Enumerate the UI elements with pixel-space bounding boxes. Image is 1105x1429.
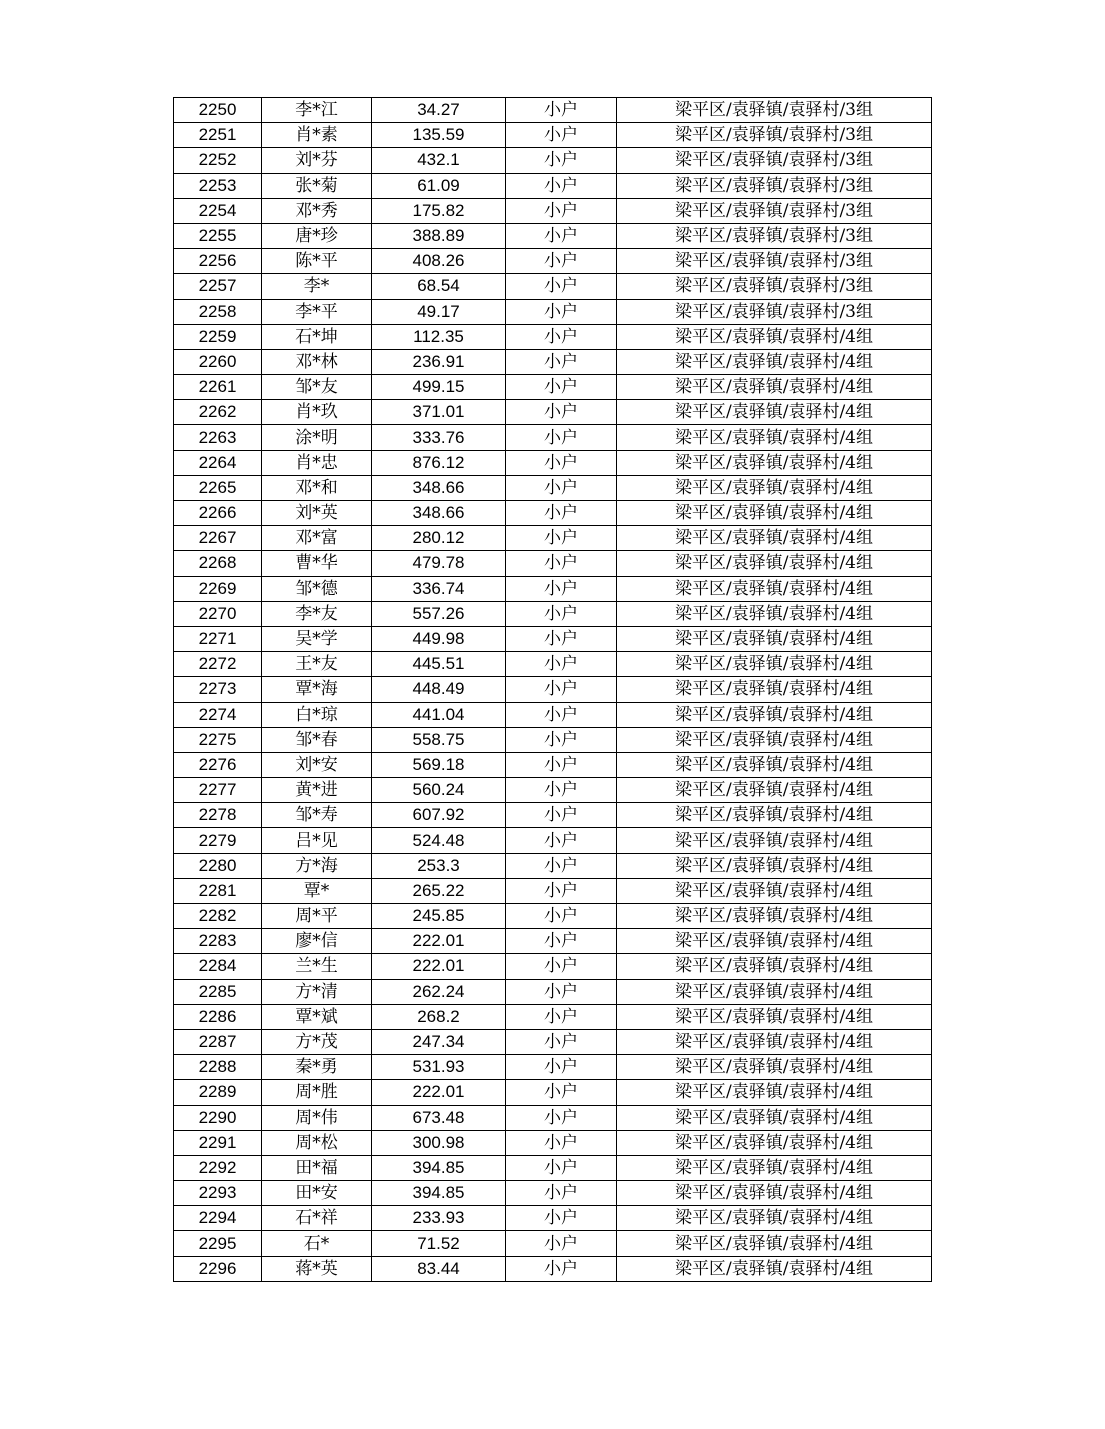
- household-type-cell: 小户: [506, 803, 617, 828]
- location-cell: 梁平区/袁驿镇/袁驿村/4组: [617, 400, 932, 425]
- holder-name-cell: 肖*忠: [262, 450, 372, 475]
- household-type-cell: 小户: [506, 828, 617, 853]
- location-cell: 梁平区/袁驿镇/袁驿村/4组: [617, 551, 932, 576]
- area-cell: 371.01: [372, 400, 506, 425]
- row-id-cell: 2269: [174, 576, 262, 601]
- household-type-cell: 小户: [506, 324, 617, 349]
- table-row: [174, 677, 932, 702]
- household-type-cell: 小户: [506, 1080, 617, 1105]
- table-row: [174, 98, 932, 123]
- table-row: [174, 778, 932, 803]
- table-row: [174, 576, 932, 601]
- holder-name-cell: 兰*生: [262, 954, 372, 979]
- table-row: [174, 249, 932, 274]
- location-cell: 梁平区/袁驿镇/袁驿村/4组: [617, 1029, 932, 1054]
- table-row: [174, 551, 932, 576]
- household-type-cell: 小户: [506, 173, 617, 198]
- location-cell: 梁平区/袁驿镇/袁驿村/4组: [617, 576, 932, 601]
- table-row: [174, 702, 932, 727]
- area-cell: 388.89: [372, 223, 506, 248]
- household-type-cell: 小户: [506, 576, 617, 601]
- holder-name-cell: 曹*华: [262, 551, 372, 576]
- area-cell: 607.92: [372, 803, 506, 828]
- holder-name-cell: 田*福: [262, 1155, 372, 1180]
- location-cell: 梁平区/袁驿镇/袁驿村/4组: [617, 626, 932, 651]
- household-type-cell: 小户: [506, 123, 617, 148]
- holder-name-cell: 周*胜: [262, 1080, 372, 1105]
- row-id-cell: 2295: [174, 1231, 262, 1256]
- row-id-cell: 2276: [174, 752, 262, 777]
- table-row: [174, 853, 932, 878]
- table-row: [174, 1206, 932, 1231]
- household-type-cell: 小户: [506, 1231, 617, 1256]
- area-cell: 448.49: [372, 677, 506, 702]
- household-type-cell: 小户: [506, 1130, 617, 1155]
- area-cell: 112.35: [372, 324, 506, 349]
- household-type-cell: 小户: [506, 551, 617, 576]
- row-id-cell: 2252: [174, 148, 262, 173]
- household-type-cell: 小户: [506, 702, 617, 727]
- holder-name-cell: 秦*勇: [262, 1055, 372, 1080]
- table-row: [174, 299, 932, 324]
- location-cell: 梁平区/袁驿镇/袁驿村/3组: [617, 274, 932, 299]
- area-cell: 34.27: [372, 98, 506, 123]
- holder-name-cell: 周*伟: [262, 1105, 372, 1130]
- table-row: [174, 475, 932, 500]
- area-cell: 499.15: [372, 375, 506, 400]
- location-cell: 梁平区/袁驿镇/袁驿村/4组: [617, 425, 932, 450]
- row-id-cell: 2260: [174, 349, 262, 374]
- location-cell: 梁平区/袁驿镇/袁驿村/4组: [617, 979, 932, 1004]
- household-type-cell: 小户: [506, 400, 617, 425]
- area-cell: 233.93: [372, 1206, 506, 1231]
- holder-name-cell: 陈*平: [262, 249, 372, 274]
- location-cell: 梁平区/袁驿镇/袁驿村/4组: [617, 1130, 932, 1155]
- table-row: [174, 1130, 932, 1155]
- row-id-cell: 2254: [174, 198, 262, 223]
- area-cell: 262.24: [372, 979, 506, 1004]
- household-type-cell: 小户: [506, 526, 617, 551]
- location-cell: 梁平区/袁驿镇/袁驿村/4组: [617, 652, 932, 677]
- table-row: [174, 526, 932, 551]
- household-type-cell: 小户: [506, 1181, 617, 1206]
- area-cell: 268.2: [372, 1004, 506, 1029]
- row-id-cell: 2266: [174, 501, 262, 526]
- area-cell: 394.85: [372, 1181, 506, 1206]
- table-row: [174, 349, 932, 374]
- area-cell: 558.75: [372, 727, 506, 752]
- area-cell: 83.44: [372, 1256, 506, 1281]
- row-id-cell: 2280: [174, 853, 262, 878]
- row-id-cell: 2261: [174, 375, 262, 400]
- holder-name-cell: 周*平: [262, 904, 372, 929]
- household-type-cell: 小户: [506, 677, 617, 702]
- row-id-cell: 2291: [174, 1130, 262, 1155]
- table-row: [174, 400, 932, 425]
- holder-name-cell: 李*友: [262, 601, 372, 626]
- location-cell: 梁平区/袁驿镇/袁驿村/4组: [617, 954, 932, 979]
- holder-name-cell: 邓*和: [262, 475, 372, 500]
- location-cell: 梁平区/袁驿镇/袁驿村/4组: [617, 853, 932, 878]
- table-row: [174, 450, 932, 475]
- table-row: [174, 652, 932, 677]
- holder-name-cell: 覃*海: [262, 677, 372, 702]
- row-id-cell: 2284: [174, 954, 262, 979]
- row-id-cell: 2296: [174, 1256, 262, 1281]
- location-cell: 梁平区/袁驿镇/袁驿村/4组: [617, 1206, 932, 1231]
- row-id-cell: 2270: [174, 601, 262, 626]
- location-cell: 梁平区/袁驿镇/袁驿村/4组: [617, 1080, 932, 1105]
- table-row: [174, 1029, 932, 1054]
- row-id-cell: 2256: [174, 249, 262, 274]
- household-type-cell: 小户: [506, 249, 617, 274]
- location-cell: 梁平区/袁驿镇/袁驿村/4组: [617, 929, 932, 954]
- area-cell: 673.48: [372, 1105, 506, 1130]
- area-cell: 245.85: [372, 904, 506, 929]
- location-cell: 梁平区/袁驿镇/袁驿村/3组: [617, 98, 932, 123]
- holder-name-cell: 方*海: [262, 853, 372, 878]
- table-row: [174, 223, 932, 248]
- location-cell: 梁平区/袁驿镇/袁驿村/4组: [617, 601, 932, 626]
- area-cell: 348.66: [372, 475, 506, 500]
- area-cell: 432.1: [372, 148, 506, 173]
- area-cell: 479.78: [372, 551, 506, 576]
- household-type-cell: 小户: [506, 1206, 617, 1231]
- location-cell: 梁平区/袁驿镇/袁驿村/4组: [617, 904, 932, 929]
- household-type-cell: 小户: [506, 878, 617, 903]
- area-cell: 560.24: [372, 778, 506, 803]
- location-cell: 梁平区/袁驿镇/袁驿村/4组: [617, 375, 932, 400]
- household-type-cell: 小户: [506, 349, 617, 374]
- holder-name-cell: 李*江: [262, 98, 372, 123]
- household-type-cell: 小户: [506, 148, 617, 173]
- table-row: [174, 501, 932, 526]
- area-cell: 253.3: [372, 853, 506, 878]
- area-cell: 135.59: [372, 123, 506, 148]
- household-type-cell: 小户: [506, 223, 617, 248]
- row-id-cell: 2281: [174, 878, 262, 903]
- holder-name-cell: 石*坤: [262, 324, 372, 349]
- location-cell: 梁平区/袁驿镇/袁驿村/3组: [617, 198, 932, 223]
- household-type-cell: 小户: [506, 778, 617, 803]
- row-id-cell: 2255: [174, 223, 262, 248]
- household-type-cell: 小户: [506, 1029, 617, 1054]
- area-cell: 49.17: [372, 299, 506, 324]
- roster-table: [173, 97, 932, 1282]
- holder-name-cell: 吕*见: [262, 828, 372, 853]
- table-row: [174, 425, 932, 450]
- row-id-cell: 2263: [174, 425, 262, 450]
- area-cell: 68.54: [372, 274, 506, 299]
- area-cell: 222.01: [372, 929, 506, 954]
- holder-name-cell: 邹*春: [262, 727, 372, 752]
- row-id-cell: 2257: [174, 274, 262, 299]
- row-id-cell: 2273: [174, 677, 262, 702]
- location-cell: 梁平区/袁驿镇/袁驿村/3组: [617, 249, 932, 274]
- location-cell: 梁平区/袁驿镇/袁驿村/4组: [617, 1004, 932, 1029]
- table-row: [174, 198, 932, 223]
- table-row: [174, 1256, 932, 1281]
- row-id-cell: 2250: [174, 98, 262, 123]
- table-row: [174, 954, 932, 979]
- household-type-cell: 小户: [506, 375, 617, 400]
- location-cell: 梁平区/袁驿镇/袁驿村/4组: [617, 803, 932, 828]
- household-type-cell: 小户: [506, 425, 617, 450]
- area-cell: 71.52: [372, 1231, 506, 1256]
- row-id-cell: 2265: [174, 475, 262, 500]
- row-id-cell: 2251: [174, 123, 262, 148]
- household-type-cell: 小户: [506, 626, 617, 651]
- area-cell: 336.74: [372, 576, 506, 601]
- area-cell: 524.48: [372, 828, 506, 853]
- holder-name-cell: 方*清: [262, 979, 372, 1004]
- table-row: [174, 929, 932, 954]
- table-row: [174, 1105, 932, 1130]
- table-row: [174, 1004, 932, 1029]
- table-row: [174, 324, 932, 349]
- holder-name-cell: 蒋*英: [262, 1256, 372, 1281]
- holder-name-cell: 唐*珍: [262, 223, 372, 248]
- household-type-cell: 小户: [506, 979, 617, 1004]
- holder-name-cell: 方*茂: [262, 1029, 372, 1054]
- area-cell: 236.91: [372, 349, 506, 374]
- row-id-cell: 2271: [174, 626, 262, 651]
- holder-name-cell: 石*: [262, 1231, 372, 1256]
- table-row: [174, 904, 932, 929]
- location-cell: 梁平区/袁驿镇/袁驿村/4组: [617, 349, 932, 374]
- row-id-cell: 2289: [174, 1080, 262, 1105]
- area-cell: 394.85: [372, 1155, 506, 1180]
- holder-name-cell: 邹*寿: [262, 803, 372, 828]
- location-cell: 梁平区/袁驿镇/袁驿村/4组: [617, 324, 932, 349]
- household-type-cell: 小户: [506, 853, 617, 878]
- holder-name-cell: 田*安: [262, 1181, 372, 1206]
- holder-name-cell: 肖*玖: [262, 400, 372, 425]
- household-type-cell: 小户: [506, 752, 617, 777]
- holder-name-cell: 张*菊: [262, 173, 372, 198]
- holder-name-cell: 石*祥: [262, 1206, 372, 1231]
- table-row: [174, 123, 932, 148]
- holder-name-cell: 吴*学: [262, 626, 372, 651]
- row-id-cell: 2275: [174, 727, 262, 752]
- location-cell: 梁平区/袁驿镇/袁驿村/4组: [617, 878, 932, 903]
- row-id-cell: 2282: [174, 904, 262, 929]
- household-type-cell: 小户: [506, 904, 617, 929]
- location-cell: 梁平区/袁驿镇/袁驿村/4组: [617, 1105, 932, 1130]
- location-cell: 梁平区/袁驿镇/袁驿村/4组: [617, 1155, 932, 1180]
- area-cell: 265.22: [372, 878, 506, 903]
- table-row: [174, 148, 932, 173]
- location-cell: 梁平区/袁驿镇/袁驿村/4组: [617, 778, 932, 803]
- location-cell: 梁平区/袁驿镇/袁驿村/4组: [617, 475, 932, 500]
- household-type-cell: 小户: [506, 1105, 617, 1130]
- row-id-cell: 2279: [174, 828, 262, 853]
- location-cell: 梁平区/袁驿镇/袁驿村/4组: [617, 752, 932, 777]
- row-id-cell: 2277: [174, 778, 262, 803]
- holder-name-cell: 廖*信: [262, 929, 372, 954]
- holder-name-cell: 覃*斌: [262, 1004, 372, 1029]
- table-row: [174, 1155, 932, 1180]
- location-cell: 梁平区/袁驿镇/袁驿村/4组: [617, 1055, 932, 1080]
- household-type-cell: 小户: [506, 450, 617, 475]
- row-id-cell: 2285: [174, 979, 262, 1004]
- area-cell: 222.01: [372, 1080, 506, 1105]
- holder-name-cell: 王*友: [262, 652, 372, 677]
- row-id-cell: 2267: [174, 526, 262, 551]
- area-cell: 569.18: [372, 752, 506, 777]
- area-cell: 408.26: [372, 249, 506, 274]
- holder-name-cell: 李*平: [262, 299, 372, 324]
- table-row: [174, 828, 932, 853]
- location-cell: 梁平区/袁驿镇/袁驿村/4组: [617, 501, 932, 526]
- area-cell: 876.12: [372, 450, 506, 475]
- household-type-cell: 小户: [506, 929, 617, 954]
- row-id-cell: 2253: [174, 173, 262, 198]
- location-cell: 梁平区/袁驿镇/袁驿村/4组: [617, 677, 932, 702]
- holder-name-cell: 刘*英: [262, 501, 372, 526]
- location-cell: 梁平区/袁驿镇/袁驿村/4组: [617, 1256, 932, 1281]
- table-row: [174, 173, 932, 198]
- area-cell: 247.34: [372, 1029, 506, 1054]
- row-id-cell: 2274: [174, 702, 262, 727]
- holder-name-cell: 黄*进: [262, 778, 372, 803]
- area-cell: 300.98: [372, 1130, 506, 1155]
- table-row: [174, 274, 932, 299]
- holder-name-cell: 邓*林: [262, 349, 372, 374]
- table-row: [174, 979, 932, 1004]
- location-cell: 梁平区/袁驿镇/袁驿村/4组: [617, 1231, 932, 1256]
- area-cell: 531.93: [372, 1055, 506, 1080]
- row-id-cell: 2290: [174, 1105, 262, 1130]
- household-type-cell: 小户: [506, 1256, 617, 1281]
- area-cell: 445.51: [372, 652, 506, 677]
- table-row: [174, 601, 932, 626]
- table-row: [174, 727, 932, 752]
- household-type-cell: 小户: [506, 501, 617, 526]
- row-id-cell: 2288: [174, 1055, 262, 1080]
- holder-name-cell: 李*: [262, 274, 372, 299]
- table-row: [174, 1080, 932, 1105]
- row-id-cell: 2283: [174, 929, 262, 954]
- holder-name-cell: 邹*德: [262, 576, 372, 601]
- row-id-cell: 2278: [174, 803, 262, 828]
- household-type-cell: 小户: [506, 1004, 617, 1029]
- area-cell: 222.01: [372, 954, 506, 979]
- table-row: [174, 1231, 932, 1256]
- household-type-cell: 小户: [506, 299, 617, 324]
- row-id-cell: 2262: [174, 400, 262, 425]
- location-cell: 梁平区/袁驿镇/袁驿村/3组: [617, 173, 932, 198]
- holder-name-cell: 周*松: [262, 1130, 372, 1155]
- area-cell: 61.09: [372, 173, 506, 198]
- area-cell: 280.12: [372, 526, 506, 551]
- location-cell: 梁平区/袁驿镇/袁驿村/4组: [617, 526, 932, 551]
- location-cell: 梁平区/袁驿镇/袁驿村/3组: [617, 223, 932, 248]
- location-cell: 梁平区/袁驿镇/袁驿村/4组: [617, 828, 932, 853]
- household-type-cell: 小户: [506, 954, 617, 979]
- location-cell: 梁平区/袁驿镇/袁驿村/3组: [617, 148, 932, 173]
- table-row: [174, 752, 932, 777]
- location-cell: 梁平区/袁驿镇/袁驿村/4组: [617, 702, 932, 727]
- table-row: [174, 878, 932, 903]
- row-id-cell: 2264: [174, 450, 262, 475]
- holder-name-cell: 邹*友: [262, 375, 372, 400]
- household-type-cell: 小户: [506, 1155, 617, 1180]
- location-cell: 梁平区/袁驿镇/袁驿村/3组: [617, 123, 932, 148]
- table-row: [174, 803, 932, 828]
- location-cell: 梁平区/袁驿镇/袁驿村/4组: [617, 727, 932, 752]
- household-type-cell: 小户: [506, 98, 617, 123]
- household-type-cell: 小户: [506, 652, 617, 677]
- household-type-cell: 小户: [506, 198, 617, 223]
- holder-name-cell: 刘*安: [262, 752, 372, 777]
- row-id-cell: 2287: [174, 1029, 262, 1054]
- area-cell: 557.26: [372, 601, 506, 626]
- table-row: [174, 1055, 932, 1080]
- area-cell: 175.82: [372, 198, 506, 223]
- area-cell: 348.66: [372, 501, 506, 526]
- holder-name-cell: 邓*富: [262, 526, 372, 551]
- holder-name-cell: 覃*: [262, 878, 372, 903]
- area-cell: 449.98: [372, 626, 506, 651]
- area-cell: 441.04: [372, 702, 506, 727]
- holder-name-cell: 白*琼: [262, 702, 372, 727]
- row-id-cell: 2294: [174, 1206, 262, 1231]
- row-id-cell: 2292: [174, 1155, 262, 1180]
- row-id-cell: 2293: [174, 1181, 262, 1206]
- roster-table-body: [174, 98, 932, 1282]
- row-id-cell: 2286: [174, 1004, 262, 1029]
- row-id-cell: 2272: [174, 652, 262, 677]
- row-id-cell: 2268: [174, 551, 262, 576]
- location-cell: 梁平区/袁驿镇/袁驿村/4组: [617, 1181, 932, 1206]
- holder-name-cell: 刘*芬: [262, 148, 372, 173]
- household-type-cell: 小户: [506, 1055, 617, 1080]
- row-id-cell: 2258: [174, 299, 262, 324]
- table-row: [174, 375, 932, 400]
- area-cell: 333.76: [372, 425, 506, 450]
- holder-name-cell: 涂*明: [262, 425, 372, 450]
- table-row: [174, 626, 932, 651]
- holder-name-cell: 邓*秀: [262, 198, 372, 223]
- household-type-cell: 小户: [506, 475, 617, 500]
- household-type-cell: 小户: [506, 274, 617, 299]
- holder-name-cell: 肖*素: [262, 123, 372, 148]
- table-row: [174, 1181, 932, 1206]
- location-cell: 梁平区/袁驿镇/袁驿村/3组: [617, 299, 932, 324]
- household-type-cell: 小户: [506, 727, 617, 752]
- location-cell: 梁平区/袁驿镇/袁驿村/4组: [617, 450, 932, 475]
- row-id-cell: 2259: [174, 324, 262, 349]
- household-type-cell: 小户: [506, 601, 617, 626]
